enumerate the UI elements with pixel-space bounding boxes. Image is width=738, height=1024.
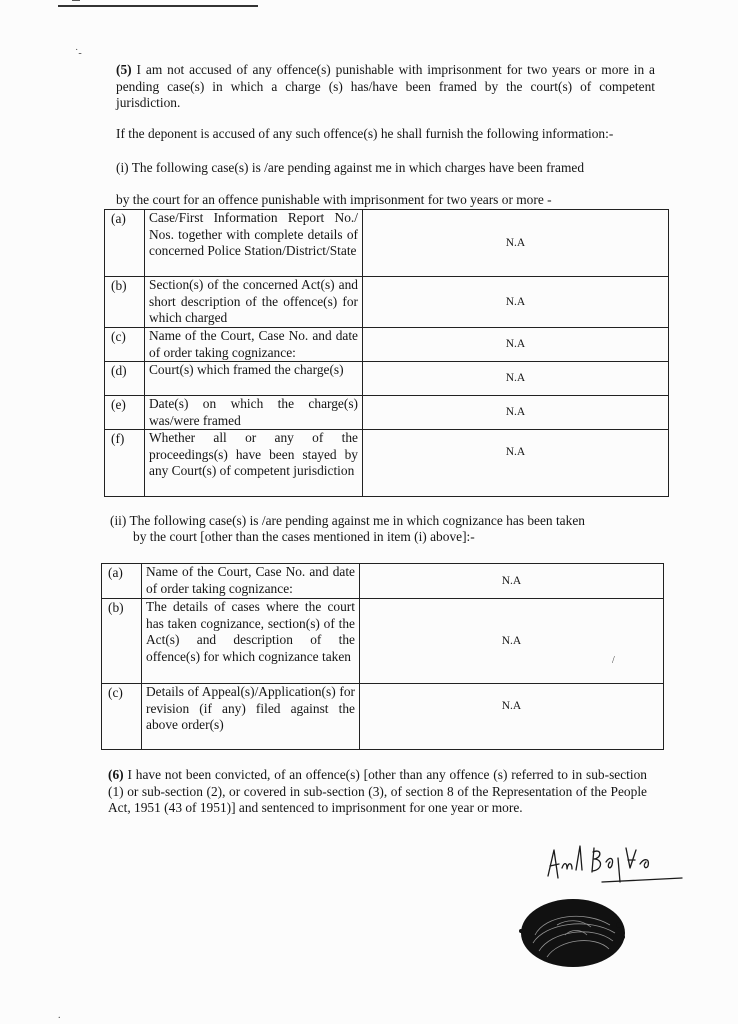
table-row: [105, 362, 669, 396]
row-letter: (a): [105, 210, 145, 277]
top-mark: [72, 0, 80, 7]
thumbprint-image: [515, 895, 635, 975]
row-description: Date(s) on which the charge(s) was/were framed: [145, 396, 363, 430]
row-description: The details of cases where the court has taken cognizance, section(s) of the Act(s) and description of the offence(s) for which cognizance taken: [142, 599, 360, 684]
row-letter: (b): [102, 599, 142, 684]
section-6-number: (6): [108, 767, 124, 782]
row-value: N.A: [363, 396, 669, 430]
item-ii-line2: by the court [other than the cases mentioned in item (i) above]:-: [133, 529, 475, 544]
table-row: [102, 564, 664, 599]
table-row: [105, 396, 669, 430]
table-row: [105, 277, 669, 328]
row-value: N.A: [360, 564, 664, 599]
row-letter: (c): [102, 684, 142, 750]
row-letter: (b): [105, 277, 145, 328]
row-letter: (a): [102, 564, 142, 599]
scan-speck: /: [612, 655, 615, 666]
table-row: [105, 328, 669, 362]
row-description: Name of the Court, Case No. and date of order taking cognizance:: [145, 328, 363, 362]
section-5-paragraph: [116, 62, 655, 112]
row-value: N.A: [363, 328, 669, 362]
row-description: Name of the Court, Case No. and date of order taking cognizance:: [142, 564, 360, 599]
row-description: Case/First Information Report No./ Nos. together with complete details of concerned Police Station/District/State: [145, 210, 363, 277]
section-5-text: I am not accused of any offence(s) punishable with imprisonment for two years or more in a pending case(s) in which a charge (s) has/have been framed by the court(s) of competent jurisdiction.: [116, 62, 655, 110]
row-value: N.A: [360, 684, 664, 750]
item-i-line2: by the court for an offence punishable with imprisonment for two years or more -: [116, 192, 552, 207]
handwritten-signature: [540, 838, 690, 888]
deponent-note: If the deponent is accused of any such offence(s) he shall furnish the following information:-: [116, 126, 614, 141]
row-description: Details of Appeal(s)/Application(s) for revision (if any) filed against the above order(s): [142, 684, 360, 750]
row-value: N.A: [363, 430, 669, 497]
table-row: [105, 430, 669, 497]
table-row: [102, 599, 664, 684]
row-value: N.A: [363, 277, 669, 328]
row-description: Whether all or any of the proceedings(s) have been stayed by any Court(s) of competent jurisdiction: [145, 430, 363, 497]
row-letter: (f): [105, 430, 145, 497]
section-6-text: I have not been convicted, of an offence(s) [other than any offence (s) referred to in sub-section (1) or sub-section (2), or covered in sub-section (3), of section 8 of the Representation of the People Act, 1951 (43 of 1951)] and sentenced to imprisonment for one year or more.: [108, 767, 647, 815]
row-letter: (d): [105, 362, 145, 396]
scan-speck: .: [58, 1010, 61, 1021]
row-value: N.A: [363, 362, 669, 396]
scan-speck: ˙-: [75, 48, 82, 59]
item-ii-line1: (ii) The following case(s) is /are pending against me in which cognizance has been taken: [110, 513, 585, 528]
row-letter: (e): [105, 396, 145, 430]
row-description: Court(s) which framed the charge(s): [145, 362, 363, 396]
top-rule: [58, 0, 258, 7]
row-description: Section(s) of the concerned Act(s) and short description of the offence(s) for which charged: [145, 277, 363, 328]
row-value: N.A: [363, 210, 669, 277]
table-charges-framed: [104, 209, 669, 497]
section-6-paragraph: [108, 767, 647, 817]
item-i-line1: (i) The following case(s) is /are pending against me in which charges have been framed: [116, 160, 585, 175]
section-5-number: (5): [116, 62, 132, 77]
table-row: [102, 684, 664, 750]
row-letter: (c): [105, 328, 145, 362]
row-value: N.A: [360, 599, 664, 684]
table-row: [105, 210, 669, 277]
table-cognizance-taken: [101, 563, 664, 750]
